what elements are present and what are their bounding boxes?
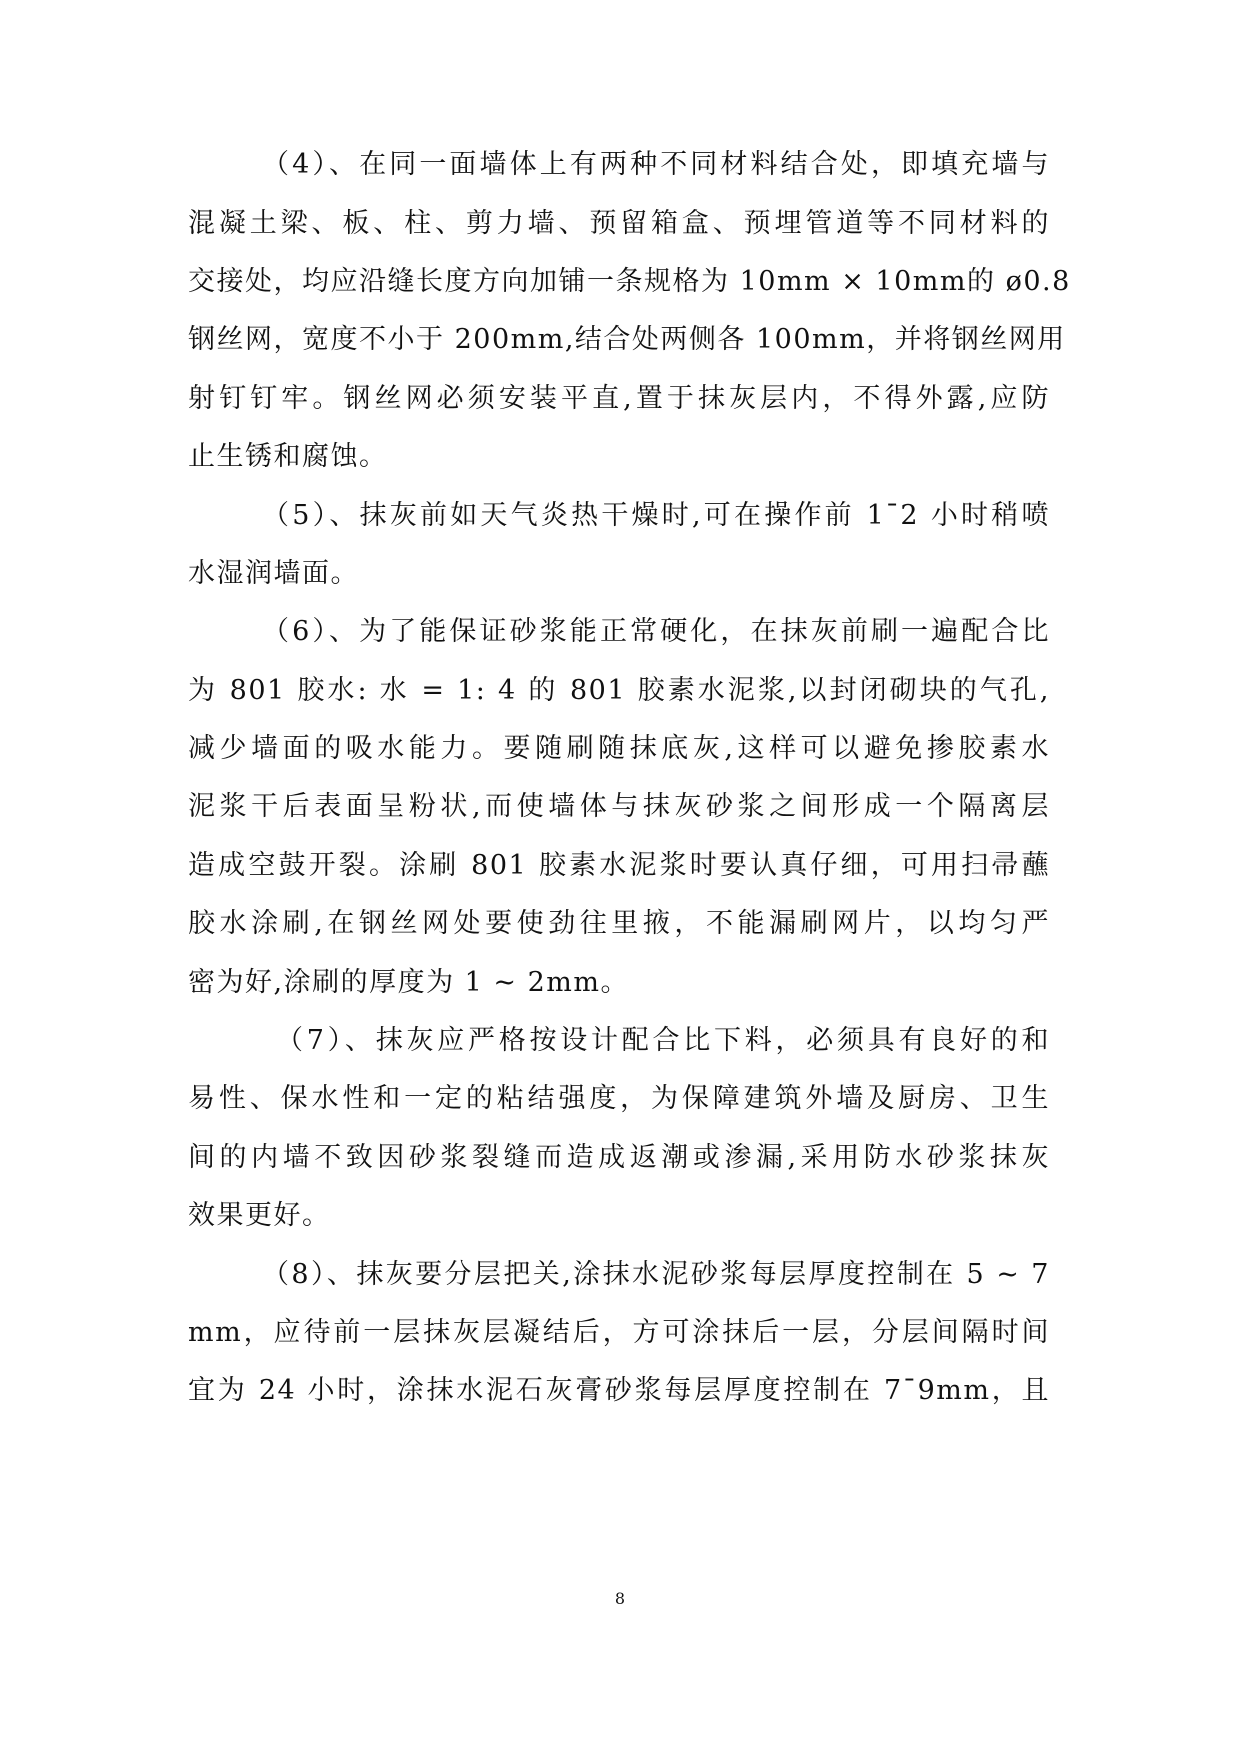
paragraph-6-line-3: 减少墙面的吸水能力。要随刷随抹底灰,这样可以避免掺胶素水: [188, 733, 1050, 764]
paragraph-6-line-6: 胶水涂刷,在钢丝网处要使劲往里掖，不能漏刷网片，以均匀严: [188, 908, 1050, 939]
paragraph-6-line-5: 造成空鼓开裂。涂刷 801 胶素水泥浆时要认真仔细，可用扫帚蘸: [188, 850, 1050, 881]
paragraph-8-line-2: mm，应待前一层抹灰层凝结后，方可涂抹后一层，分层间隔时间: [188, 1317, 1050, 1348]
paragraph-7-line-2: 易性、保水性和一定的粘结强度，为保障建筑外墙及厨房、卫生: [188, 1083, 1050, 1114]
paragraph-6-line-4: 泥浆干后表面呈粉状,而使墙体与抹灰砂浆之间形成一个隔离层: [188, 791, 1050, 822]
paragraph-6-line-7: 密为好,涂刷的厚度为 1 ~ 2mm。: [188, 967, 630, 998]
paragraph-7-line-4: 效果更好。: [188, 1200, 331, 1231]
paragraph-7-line-3: 间的内墙不致因砂浆裂缝而造成返潮或渗漏,采用防水砂浆抹灰: [188, 1142, 1050, 1173]
paragraph-6-line-2: 为 801 胶水: 水 = 1: 4 的 801 胶素水泥浆,以封闭砌块的气孔,: [188, 675, 1050, 706]
paragraph-5-line-1: （5）、抹灰前如天气炎热干燥时,可在操作前 1¯2 小时稍喷: [262, 500, 1050, 531]
paragraph-4-line-5: 射钉钉牢。钢丝网必须安装平直,置于抹灰层内，不得外露,应防: [188, 383, 1050, 414]
paragraph-8-line-1: （8）、抹灰要分层把关,涂抹水泥砂浆每层厚度控制在 5 ~ 7: [262, 1259, 1050, 1290]
paragraph-4-line-2: 混凝土梁、板、柱、剪力墙、预留箱盒、预埋管道等不同材料的: [188, 208, 1050, 239]
paragraph-4-line-1: （4）、在同一面墙体上有两种不同材料结合处，即填充墙与: [262, 149, 1050, 180]
paragraph-7-line-1: （7）、抹灰应严格按设计配合比下料，必须具有良好的和: [276, 1025, 1050, 1056]
paragraph-4-line-6: 止生锈和腐蚀。: [188, 441, 388, 472]
paragraph-5-line-2: 水湿润墙面。: [188, 558, 359, 589]
page-number: 8: [614, 1589, 626, 1608]
paragraph-8-line-3: 宜为 24 小时，涂抹水泥石灰膏砂浆每层厚度控制在 7¯9mm，且: [188, 1375, 1050, 1406]
paragraph-4-line-4: 钢丝网，宽度不小于 200mm,结合处两侧各 100mm，并将钢丝网用: [188, 324, 1066, 355]
paragraph-4-line-3: 交接处，均应沿缝长度方向加铺一条规格为 10mm × 10mm的 ø0.8: [188, 266, 1071, 297]
paragraph-6-line-1: （6）、为了能保证砂浆能正常硬化，在抹灰前刷一遍配合比: [262, 616, 1050, 647]
